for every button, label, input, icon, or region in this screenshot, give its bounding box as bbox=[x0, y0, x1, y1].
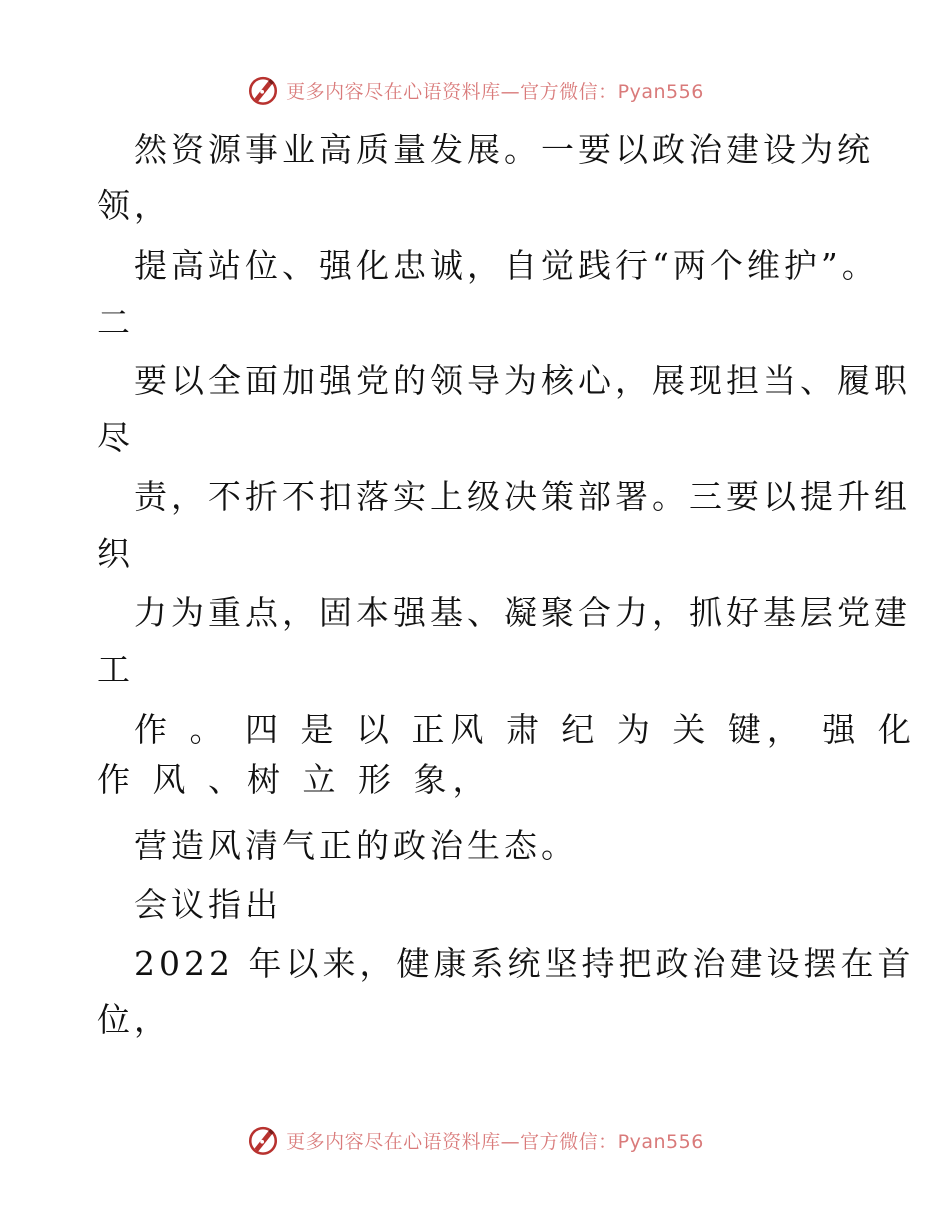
pen-logo-icon bbox=[246, 1123, 280, 1157]
body-line-12: 作 风 、树 立 形 象， bbox=[97, 760, 492, 799]
body-line-16: 位， bbox=[97, 1000, 171, 1039]
body-line-7: 责，不折不扣落实上级决策部署。三要以提升组 bbox=[134, 477, 911, 516]
body-line-9: 力为重点，固本强基、凝聚合力，抓好基层党建 bbox=[134, 593, 911, 632]
header-banner bbox=[0, 70, 950, 110]
body-line-8: 织 bbox=[97, 534, 134, 573]
body-line-6: 尽 bbox=[97, 418, 134, 457]
footer-banner-inner bbox=[246, 1123, 704, 1157]
body-line-15: 2022 年以来，健康系统坚持把政治建设摆在首 bbox=[134, 944, 915, 983]
body-line-2: 领， bbox=[97, 186, 171, 225]
body-line-10: 工 bbox=[97, 650, 134, 689]
footer-banner bbox=[0, 1120, 950, 1160]
body-line-5: 要以全面加强党的领导为核心，展现担当、履职 bbox=[134, 361, 911, 400]
footer-banner-text: 更多内容尽在心语资料库—官方微信：Pyan556 bbox=[286, 1130, 704, 1153]
body-line-3: 提高站位、强化忠诚，自觉践行“两个维护”。 bbox=[134, 246, 879, 285]
body-line-1: 然资源事业高质量发展。一要以政治建设为统 bbox=[134, 130, 874, 169]
body-line-14: 会议指出 bbox=[134, 885, 282, 924]
body-line-13: 营造风清气正的政治生态。 bbox=[134, 826, 578, 865]
header-banner-inner bbox=[246, 73, 704, 107]
pen-logo-icon bbox=[246, 73, 280, 107]
body-line-4: 二 bbox=[97, 303, 134, 342]
header-banner-text: 更多内容尽在心语资料库—官方微信：Pyan556 bbox=[286, 80, 704, 103]
body-line-11: 作 。 四 是 以 正风 肃 纪 为 关 键， 强 化 bbox=[134, 710, 917, 749]
